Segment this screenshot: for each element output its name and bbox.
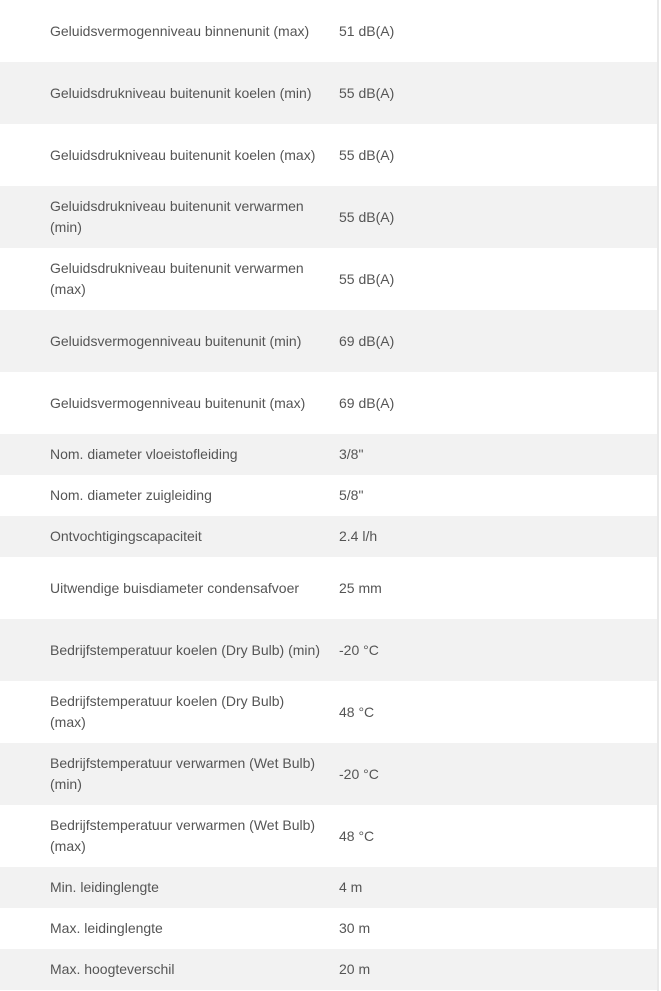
spec-value: 55 dB(A) bbox=[339, 124, 657, 186]
table-row bbox=[0, 949, 657, 990]
spec-label: Bedrijfstemperatuur verwarmen (Wet Bulb) (max) bbox=[0, 805, 339, 867]
table-row bbox=[0, 619, 657, 681]
spec-label: Bedrijfstemperatuur koelen (Dry Bulb) (min) bbox=[0, 619, 339, 681]
spec-label: Bedrijfstemperatuur verwarmen (Wet Bulb) (min) bbox=[0, 743, 339, 805]
spec-value: 51 dB(A) bbox=[339, 0, 657, 62]
table-row bbox=[0, 434, 657, 475]
table-row bbox=[0, 908, 657, 949]
spec-value: 69 dB(A) bbox=[339, 310, 657, 372]
spec-label: Bedrijfstemperatuur koelen (Dry Bulb) (max) bbox=[0, 681, 339, 743]
table-row bbox=[0, 186, 657, 248]
table-row bbox=[0, 557, 657, 619]
spec-value: 30 m bbox=[339, 908, 657, 949]
spec-label: Geluidsvermogenniveau buitenunit (max) bbox=[0, 372, 339, 434]
spec-label: Nom. diameter zuigleiding bbox=[0, 475, 339, 516]
spec-value: 25 mm bbox=[339, 557, 657, 619]
spec-value: -20 °C bbox=[339, 619, 657, 681]
spec-value: 4 m bbox=[339, 867, 657, 908]
spec-label: Geluidsdrukniveau buitenunit koelen (max) bbox=[0, 124, 339, 186]
spec-value: 3/8" bbox=[339, 434, 657, 475]
spec-label: Geluidsdrukniveau buitenunit verwarmen (max) bbox=[0, 248, 339, 310]
table-right-border bbox=[657, 0, 659, 991]
spec-label: Min. leidinglengte bbox=[0, 867, 339, 908]
table-row bbox=[0, 516, 657, 557]
spec-label: Nom. diameter vloeistofleiding bbox=[0, 434, 339, 475]
table-row bbox=[0, 475, 657, 516]
spec-value: 69 dB(A) bbox=[339, 372, 657, 434]
spec-value: 2.4 l/h bbox=[339, 516, 657, 557]
spec-value: 55 dB(A) bbox=[339, 186, 657, 248]
spec-label: Ontvochtigingscapaciteit bbox=[0, 516, 339, 557]
table-row bbox=[0, 124, 657, 186]
spec-label: Geluidsvermogenniveau buitenunit (min) bbox=[0, 310, 339, 372]
table-row bbox=[0, 681, 657, 743]
table-row bbox=[0, 372, 657, 434]
spec-label: Geluidsdrukniveau buitenunit verwarmen (min) bbox=[0, 186, 339, 248]
spec-value: 5/8" bbox=[339, 475, 657, 516]
table-row bbox=[0, 0, 657, 62]
spec-value: 20 m bbox=[339, 949, 657, 990]
spec-label: Uitwendige buisdiameter condensafvoer bbox=[0, 557, 339, 619]
spec-label: Max. leidinglengte bbox=[0, 908, 339, 949]
spec-label: Max. hoogteverschil bbox=[0, 949, 339, 990]
table-row bbox=[0, 867, 657, 908]
table-row bbox=[0, 310, 657, 372]
spec-label: Geluidsdrukniveau buitenunit koelen (min) bbox=[0, 62, 339, 124]
table-row bbox=[0, 248, 657, 310]
table-row bbox=[0, 743, 657, 805]
spec-value: 55 dB(A) bbox=[339, 248, 657, 310]
spec-value: 55 dB(A) bbox=[339, 62, 657, 124]
spec-value: 48 °C bbox=[339, 681, 657, 743]
spec-value: -20 °C bbox=[339, 743, 657, 805]
table-row bbox=[0, 62, 657, 124]
table-row bbox=[0, 805, 657, 867]
spec-value: 48 °C bbox=[339, 805, 657, 867]
spec-label: Geluidsvermogenniveau binnenunit (max) bbox=[0, 0, 339, 62]
